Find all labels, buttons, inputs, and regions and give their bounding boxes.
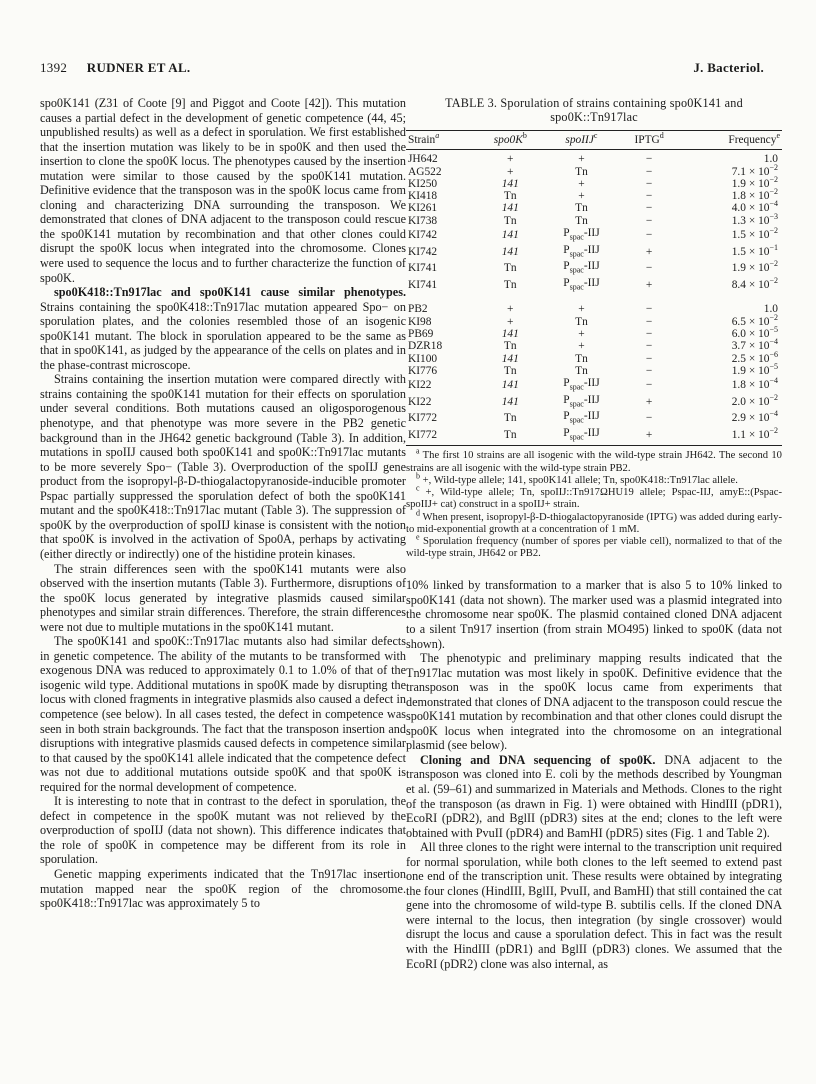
cell-spoiij: + [578, 303, 585, 316]
paragraph-text: DNA adjacent to the transposon was cloned into E. coli by the methods described by Youngman et al. (59–61) and summarized in Materials and Methods. Clones to the right of the transposon (as drawn in Fig. 1) were obtained with HindIII (pDR1), EcoRI (pDR2), and BglII (pDR3) sites at the end; clones to the left were obtained with PvuII (pDR4) and BamHI (pDR5) sites (Fig. 1 and Table 2). [406, 752, 782, 840]
paragraph: The strain differences seen with the spo0K141 mutants were also observed with the insertion mutants (Table 3). Furthermore, disruptions of the spo0K locus generated by integrative plasmids caused similar phenotypes and similar strain differences. Therefore, the strain differences were not due to multiple mutations in the spo0K141 mutant. [40, 561, 406, 634]
paragraph-with-heading [406, 753, 782, 840]
footnote-b: $^b$ +, Wild-type allele; 141, spo0K141 allele; Tn, spo0K418::Tn917lac allele. [416, 471, 738, 486]
cell-iptg: − [645, 379, 653, 392]
section-heading: Cloning and DNA sequencing of spo0K. [420, 752, 656, 767]
cell-frequency: $6.5 \times 10^{-2}$ [731, 312, 778, 328]
cell-frequency: $2.5 \times 10^{-6}$ [731, 349, 778, 365]
cell-iptg: − [645, 340, 653, 353]
table-row [406, 227, 782, 244]
cell-spo0k: Tn [503, 190, 517, 203]
table-title [406, 96, 782, 124]
footnote-c: $^c$ +, Wild-type allele; Tn, spoIIJ::Tn917ΩHU19 allele; Pspac-IIJ, amyE::(Pspac-spoIIJ+ cat) construct in a spoIIJ+ strain. [406, 483, 782, 511]
cell-spoiij: $P_{spac}$-IIJ [563, 243, 600, 258]
cell-spo0k: 141 [501, 245, 519, 258]
header-iptg: IPTG$^d$ [619, 131, 680, 150]
cell-spoiij: $P_{spac}$-IIJ [563, 377, 600, 392]
cell-strain: KI741 [408, 262, 438, 275]
table-row [406, 178, 782, 190]
cell-spo0k: 141 [501, 177, 519, 190]
cell-strain: AG522 [408, 165, 442, 178]
cell-spoiij: + [578, 327, 585, 340]
table-row [406, 353, 782, 365]
cell-strain: KI776 [408, 364, 438, 377]
cell-iptg: − [645, 364, 653, 377]
table-row [406, 244, 782, 261]
paragraph: Strains containing the insertion mutation were compared directly with strains containing the spo0K141 mutation for their effects on sporulation under several conditions. Both mutations caused an oligosporogenous phenotype, and that phenotype was more severe in the PB2 genetic background than in the JH642 genetic background (Table 3). In addition, mutations in spoIIJ caused both spo0K141 and spo0K::Tn917lac mutants to be more severely Spo− (Table 3). Overproduction of the spoIIJ gene product from the isopropyl-β-D-thiogalactopyranoside-inducible promoter Pspac partially suppressed the sporulation defect of both the spo0K141 mutant and the spo0K418::Tn917lac mutant (Table 3). The suppression of spo0K by the overproduction of spoIIJ kinase is consistent with the notion that spo0K is involved in the activation of Spo0A, perhaps by activating (either directly or indirectly) one of the histidine protein kinases. [40, 372, 406, 561]
table-row [406, 166, 782, 178]
cell-iptg: − [645, 352, 653, 365]
cell-spoiij: $P_{spac}$-IIJ [563, 410, 600, 425]
cell-frequency: $1.8 \times 10^{-4}$ [731, 376, 778, 392]
table-row [406, 316, 782, 328]
paragraph: 10% linked by transformation to a marker that is also 5 to 10% linked to spo0K141 (data not shown). The marker used was a plasmid integrated into the chromosome near spo0K. The plasmid contained cloned DNA adjacent to a silent Tn917 insertion (from strain MO495) linked to spo0K (data not shown). [406, 578, 782, 651]
cell-frequency: $7.1 \times 10^{-2}$ [731, 162, 778, 178]
cell-strain: KI738 [408, 214, 438, 227]
table-row [406, 377, 782, 394]
table-row [406, 410, 782, 427]
right-column [406, 96, 782, 971]
cell-spo0k: 141 [501, 379, 519, 392]
cell-spo0k: 141 [501, 202, 519, 215]
cell-strain: KI250 [408, 177, 438, 190]
paragraph: Genetic mapping experiments indicated that the Tn917lac insertion mutation mapped near the spo0K region of the chromosome. spo0K418::Tn917lac was approximately 5 to [40, 866, 406, 911]
cell-frequency: $3.7 \times 10^{-4}$ [731, 337, 778, 353]
cell-spoiij: + [578, 153, 585, 166]
cell-iptg: + [619, 427, 680, 446]
paragraph: The phenotypic and preliminary mapping results indicated that the Tn917lac mutation was most likely in spo0K. Definitive evidence that the transposon was in the spo0K locus came from experiments that demonstrated that clones of DNA adjacent to the transposon could rescue the spo0K141 mutation by recombination and that other clones could disrupt the spo0K locus when integrated into the chromosome on an integrational plasmid (see below). [406, 651, 782, 753]
cell-iptg: − [645, 165, 653, 178]
cell-spo0k: Tn [503, 364, 517, 377]
table-row [406, 427, 782, 446]
table-title-line: TABLE 3. Sporulation of strains containing spo0K141 and [445, 96, 743, 110]
cell-spoiij: $P_{spac}$-IIJ [563, 393, 600, 409]
cell-frequency: $2.0 \times 10^{-2}$ [731, 393, 778, 408]
cell-spoiij: Tn [575, 352, 588, 365]
cell-spoiij: $P_{spac}$-IIJ [563, 276, 600, 292]
cell-spoiij: Tn [575, 364, 588, 377]
cell-strain: KI742 [408, 229, 438, 242]
cell-iptg: − [645, 327, 653, 340]
section-heading: spo0K418::Tn917lac and spo0K141 cause similar phenotypes. [54, 285, 406, 300]
table-footnotes [406, 446, 782, 560]
cell-iptg: − [645, 202, 653, 215]
table-row [406, 394, 782, 411]
cell-strain: PB2 [408, 303, 428, 316]
cell-strain: KI98 [408, 315, 432, 328]
table-row [406, 215, 782, 227]
header-spo0k: $spo0K^b$ [476, 131, 544, 150]
cell-spo0k: 141 [501, 395, 519, 408]
table-title-line: spo0K::Tn917lac [550, 110, 638, 124]
footnote-a: $^a$ The first 10 strains are all isogenic with the wild-type strain JH642. The second 10 strains are all isogenic with the wild-type strain PB2. [406, 446, 782, 474]
cell-iptg: − [645, 214, 653, 227]
table-row [406, 190, 782, 202]
paragraph-text: Strains containing the spo0K418::Tn917lac mutation appeared Spo− on sporulation plates, and the colonies resembled those of an isogenic spo0K141 mutant. The block in sporulation appeared to be the same as that in spo0K141, as judged by the appearance of the cells on plates and in the phase-contrast microscope. [40, 299, 406, 372]
table-row [406, 303, 782, 315]
table-row [406, 340, 782, 352]
cell-strain: KI741 [408, 278, 438, 291]
table-row [406, 328, 782, 340]
cell-spoiij: Tn [575, 165, 588, 178]
table-row [406, 365, 782, 377]
paragraph: The spo0K141 and spo0K::Tn917lac mutants also had similar defects in genetic competence. The ability of the mutants to be transformed with exogenous DNA was reduced to approximately 0.1 to 1.0% of that of the isogenic wild type. Additional mutations in spo0K made by disrupting the locus with cloned fragments in integrative plasmids also caused a defect in competence (see below). In all cases tested, the defect in competence was seen in both strain backgrounds. The fact that the transposon insertion and disruptions with integrative plasmids caused defects in competence similar to that caused by the spo0K141 allele indicated that the competence defect was not due to additional mutations outside spo0K and that spo0K is required for the normal development of competence. [40, 634, 406, 794]
cell-frequency: $1.9 \times 10^{-2}$ [731, 175, 778, 190]
cell-strain: KI418 [408, 190, 438, 203]
cell-spoiij: $P_{spac}$-IIJ [563, 260, 600, 275]
cell-spoiij: $P_{spac}$-IIJ [563, 227, 600, 242]
header-spoiij: spoIIJ$^c$ [544, 131, 618, 150]
cell-spo0k: + [507, 303, 514, 316]
cell-iptg: − [645, 262, 653, 275]
cell-strain: JH642 [408, 153, 438, 166]
table-row [406, 150, 782, 166]
cell-strain: KI100 [408, 352, 438, 365]
cell-frequency: $6.0 \times 10^{-5}$ [731, 325, 778, 340]
cell-frequency: $1.5 \times 10^{-1}$ [731, 243, 778, 258]
paragraph: spo0K141 (Z31 of Coote [9] and Piggot and Coote [42]). This mutation causes a partial defect in the development of genetic competence (44, 45; unpublished results) as well as a defect in sporulation. We first established that the insertion mutation was likely to be in spo0K and then used the insertion to clone the spo0K locus. The phenotypes caused by the insertion mutation were similar to those caused by the spo0K141 mutation. Definitive evidence that the transposon was in the spo0K locus came from cloning and characterizing DNA surrounding the transposon. We demonstrated that clones of DNA adjacent to the transposon could rescue the spo0K141 mutation by recombination and that other clones could disrupt the spo0K locus when integrated into the chromosome. Clones were used to sequence the locus and to further characterize the function of spo0K. [40, 96, 406, 285]
cell-spo0k: Tn [503, 412, 517, 425]
table-header-row [406, 131, 782, 150]
table-row [406, 260, 782, 277]
cell-iptg: − [645, 315, 653, 328]
cell-iptg: + [645, 395, 653, 408]
cell-frequency: $8.4 \times 10^{-2}$ [731, 276, 778, 291]
page-number: 1392 [40, 60, 68, 75]
cell-spoiij: + [578, 190, 585, 203]
header-frequency: Frequency$^e$ [680, 131, 782, 150]
author-line: RUDNER ET AL. [86, 60, 191, 75]
cell-spoiij: + [578, 177, 585, 190]
table-row [406, 202, 782, 214]
cell-iptg: − [645, 153, 653, 166]
cell-strain: DZR18 [408, 340, 443, 353]
cell-frequency: $1.1 \times 10^{-2}$ [680, 427, 782, 446]
cell-strain: KI22 [408, 395, 432, 408]
paragraph-with-heading [40, 285, 406, 372]
cell-frequency: $1.9 \times 10^{-5}$ [731, 362, 778, 377]
cell-spo0k: + [507, 315, 514, 328]
cell-frequency: $2.9 \times 10^{-4}$ [731, 409, 778, 425]
footnote-d: $^d$ When present, isopropyl-β-D-thiogalactopyranoside (IPTG) was added during early- to mid-exponential growth at a concentration of 1 mM. [406, 507, 782, 535]
table-body [406, 150, 782, 446]
cell-spo0k: Tn [503, 340, 517, 353]
cell-iptg: − [645, 412, 653, 425]
cell-spo0k: 141 [501, 327, 519, 340]
cell-spoiij: + [578, 340, 585, 353]
cell-spo0k: + [507, 165, 514, 178]
header-strain: Strain$^a$ [406, 131, 476, 150]
journal-name: J. Bacteriol. [693, 60, 764, 75]
cell-strain: KI742 [408, 245, 438, 258]
footnote-e: $^e$ Sporulation frequency (number of spores per viable cell), normalized to that of the wild-type strain, JH642 or PB2. [406, 532, 782, 560]
cell-iptg: − [645, 190, 653, 203]
cell-spoiij: $P_{spac}$-IIJ [544, 427, 618, 446]
cell-strain: PB69 [408, 327, 434, 340]
paragraph: It is interesting to note that in contrast to the defect in sporulation, the defect in competence in the spo0K mutant was not relieved by the overproduction of spoIIJ (data not shown). This difference indicates that the role of spo0K in competence may be different from its role in sporulation. [40, 794, 406, 867]
group-spacer [406, 293, 782, 303]
cell-iptg: − [645, 303, 653, 316]
cell-spo0k: Tn [503, 278, 517, 291]
cell-spo0k: 141 [501, 352, 519, 365]
cell-spo0k: Tn [503, 214, 517, 227]
cell-spoiij: Tn [575, 315, 588, 328]
cell-iptg: − [645, 229, 653, 242]
left-column [40, 96, 406, 911]
cell-iptg: + [645, 245, 653, 258]
cell-strain: KI772 [408, 412, 438, 425]
table-row [406, 277, 782, 294]
cell-spo0k: Tn [503, 262, 517, 275]
cell-frequency: 1.0 [763, 153, 778, 166]
cell-frequency: $1.9 \times 10^{-2}$ [731, 259, 778, 275]
cell-spo0k: Tn [476, 427, 544, 446]
cell-iptg: − [645, 177, 653, 190]
cell-strain: KI261 [408, 202, 438, 215]
cell-frequency: $1.3 \times 10^{-3}$ [731, 211, 778, 227]
cell-strain: KI772 [406, 427, 476, 446]
cell-frequency: $4.0 \times 10^{-4}$ [731, 199, 778, 215]
cell-spoiij: Tn [575, 202, 588, 215]
cell-spoiij: Tn [575, 214, 588, 227]
sporulation-table [406, 130, 782, 446]
cell-frequency: 1.0 [763, 303, 778, 316]
cell-frequency: $1.5 \times 10^{-2}$ [731, 226, 778, 242]
cell-spo0k: + [507, 153, 514, 166]
cell-spo0k: 141 [501, 229, 519, 242]
cell-frequency: $1.8 \times 10^{-2}$ [731, 187, 778, 203]
paragraph: All three clones to the right were internal to the transcription unit required for normal sporulation, while both clones to the left seemed to extend past one end of the transcription unit. These results were obtained by integrating the four clones (HindIII, BglII, PvuII, and BamHI) that still contained the cat gene into the chromosome of wild-type B. subtilis cells. If the cloned DNA were internal to the locus, then integration (by single crossover) would disrupt the locus and cause a sporulation defect. This in fact was the result with the HindIII (pDR1) and BglII (pDR3) clones. We assumed that the EcoRI (pDR2) clone was also internal, as [406, 840, 783, 971]
running-header-left [40, 60, 190, 76]
cell-iptg: + [645, 278, 653, 291]
cell-strain: KI22 [408, 379, 432, 392]
